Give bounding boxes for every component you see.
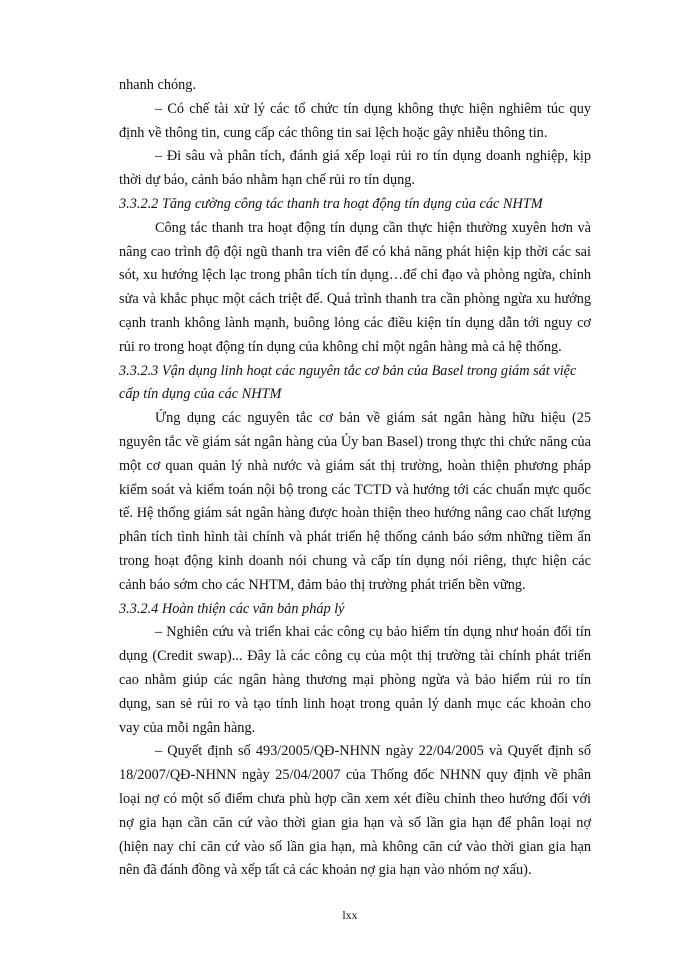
paragraph: Ứng dụng các nguyên tắc cơ bản về giám sát ngân hàng hữu hiệu (25 nguyên tắc về giám sát ngân hàng của Ủy ban Basel) trong thực thi chức năng của một cơ quan quản lý nhà nước và giám sát thị trường, hoàn thiện phương pháp kiểm soát và kiểm toán nội bộ trong các TCTD và hướng tới các chuẩn mực quốc tế. Hệ thống giám sát ngân hàng được hoàn thiện theo hướng nâng cao chất lượng phân tích tình hình tài chính và phát triển hệ thống cảnh báo sớm những tiềm ẩn trong hoạt động kinh doanh nói chung và cấp tín dụng nói riêng, thực hiện các cảnh báo sớm cho các NHTM, đảm bảo thị trường phát triển bền vững. xyxy=(119,410,591,593)
paragraph: Công tác thanh tra hoạt động tín dụng cần thực hiện thường xuyên hơn và nâng cao trình độ đội ngũ thanh tra viên để có khả năng phát hiện kịp thời các sai sót, xu hướng lệch lạc trong phân tích tín dụng…để chỉ đạo và phòng ngừa, chỉnh sửa và khắc phục một cách triệt để. Quá trình thanh tra cần phòng ngừa xu hướng cạnh tranh không lành mạnh, buông lỏng các điều kiện tín dụng dẫn tới nguy cơ rủi ro trong hoạt động tín dụng của không chỉ một ngân hàng mà cả hệ thống. xyxy=(119,219,591,355)
paragraph: nhanh chóng. xyxy=(119,77,197,93)
paragraph: – Đi sâu và phân tích, đánh giá xếp loại rủi ro tín dụng doanh nghiệp, kịp thời dự báo, cảnh báo nhằm hạn chế rủi ro tín dụng. xyxy=(119,148,591,189)
section-heading: 3.3.2.4 Hoàn thiện các văn bản pháp lý xyxy=(119,600,345,617)
page-number: lxx xyxy=(342,908,358,922)
paragraph: – Quyết định số 493/2005/QĐ-NHNN ngày 22/04/2005 và Quyết định số 18/2007/QĐ-NHNN ngày 25/04/2007 của Thống đốc NHNN quy định về phân loại nợ có một số điểm chưa phù hợp cần xem xét điều chỉnh theo hướng đối với nợ gia hạn cần căn cứ vào thời gian gia hạn và số lần gia hạn để phân loại nợ (hiện nay chỉ căn cứ vào số lần gia hạn, mà không căn cứ vào thời gian gia hạn nên đã đánh đồng và xếp tất cả các khoản nợ gia hạn vào nhóm nợ xấu). xyxy=(119,743,591,879)
paragraph: – Có chế tài xử lý các tổ chức tín dụng không thực hiện nghiêm túc quy định về thông tin, cung cấp các thông tin sai lệch hoặc gây nhiễu thông tin. xyxy=(119,100,591,141)
document-body xyxy=(119,74,591,883)
section-heading: 3.3.2.3 Vận dụng linh hoạt các nguyên tắc cơ bản của Basel trong giám sát việc cấp tín dụng của các NHTM xyxy=(119,362,577,403)
section-heading: 3.3.2.2 Tăng cường công tác thanh tra hoạt động tín dụng của các NHTM xyxy=(119,195,543,212)
paragraph: – Nghiên cứu và triển khai các công cụ bảo hiểm tín dụng như hoán đổi tín dụng (Credit swap)... Đây là các công cụ của một thị trường tài chính phát triển cao nhằm giúp các ngân hàng thương mại phòng ngừa và bảo hiểm rủi ro tín dụng, san sẻ rủi ro và tạo tính linh hoạt trong quản lý danh mục các khoản cho vay của mỗi ngân hàng. xyxy=(119,624,591,736)
